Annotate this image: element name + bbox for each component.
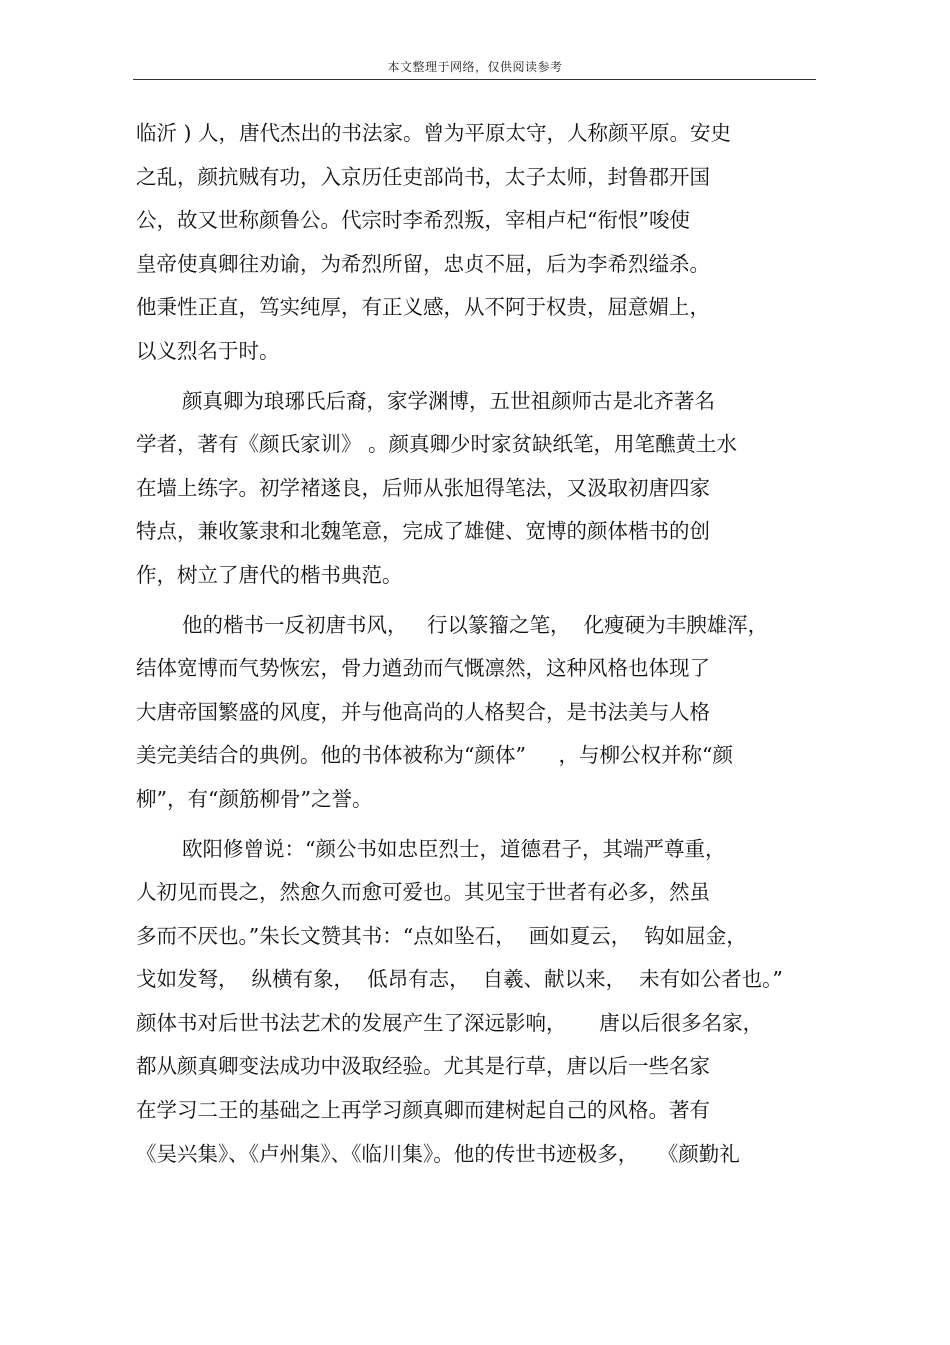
header-rule (133, 79, 816, 80)
text-line: 特点，兼收篆隶和北魏笔意，完成了雄健、宽博的颜体楷书的创 (136, 519, 710, 544)
text-line: 以义烈名于时。 (136, 338, 280, 363)
text-line: 颜体书对后世书法艺术的发展产生了深远影响， 唐以后很多名家， (136, 1010, 764, 1035)
text-line: 美完美结合的典例。他的书体被称为“颜体” ，与柳公权并称“颜 (136, 743, 734, 768)
text-line: 在墙上练字。初学褚遂良，后师从张旭得笔法，又汲取初唐四家 (136, 475, 710, 500)
text-line: 柳”，有“颜筋柳骨”之誉。 (136, 786, 373, 811)
document-body (136, 112, 816, 1176)
text-line: 在学习二王的基础之上再学习颜真卿而建树起自己的风格。著有 (136, 1098, 710, 1123)
text-line: 他秉性正直，笃实纯厚，有正义感，从不阿于权贵，屈意媚上， (136, 295, 710, 320)
text-line: 学者，著有《颜氏家训》 。颜真卿少时家贫缺纸笔，用笔醮黄土水 (136, 432, 738, 457)
text-line: 公，故又世称颜鲁公。代宗时李希烈叛，宰相卢杞“衔恨”唆使 (136, 208, 690, 233)
text-line: 人初见而畏之，然愈久而愈可爱也。其见宝于世者有必多，然虽 (136, 880, 710, 905)
paragraph-first-line: 他的楷书一反初唐书风， 行以篆籀之笔， 化瘦硬为丰腴雄浑， (182, 612, 769, 637)
text-line: 作，树立了唐代的楷书典范。 (136, 562, 403, 587)
text-line: 皇帝使真卿往劝谕，为希烈所留，忠贞不屈，后为李希烈缢杀。 (136, 251, 710, 276)
page-header: 本文整理于网络，仅供阅读参考 (387, 60, 563, 74)
text-line: 《吴兴集》、《卢州集》、《临川集》。他的传世书迹极多， 《颜勤礼 (136, 1141, 740, 1166)
paragraph-first-line: 颜真卿为琅琊氏后裔，家学渊博，五世祖颜师古是北齐著名 (182, 388, 715, 413)
text-line: 都从颜真卿变法成功中汲取经验。尤其是行草，唐以后一些名家 (136, 1054, 710, 1079)
text-line: 结体宽博而气势恢宏，骨力遒劲而气慨凛然，这种风格也体现了 (136, 656, 710, 681)
paragraph-first-line: 欧阳修曾说：“颜公书如忠臣烈士，道德君子，其端严尊重， (182, 836, 726, 861)
text-line: 临沂 ) 人，唐代杰出的书法家。曾为平原太守，人称颜平原。安史 (136, 121, 732, 145)
text-line: 之乱，颜抗贼有功，入京历任吏部尚书，太子太师，封鲁郡开国 (136, 164, 710, 189)
text-line: 戈如发弩， 纵横有象， 低昂有志， 自羲、献以来， 未有如公者也。” (136, 967, 783, 992)
text-line: 多而不厌也。”朱长文赞其书：“点如坠石， 画如夏云， 钩如屈金， (136, 923, 747, 948)
text-line: 大唐帝国繁盛的风度，并与他高尚的人格契合，是书法美与人格 (136, 699, 710, 724)
